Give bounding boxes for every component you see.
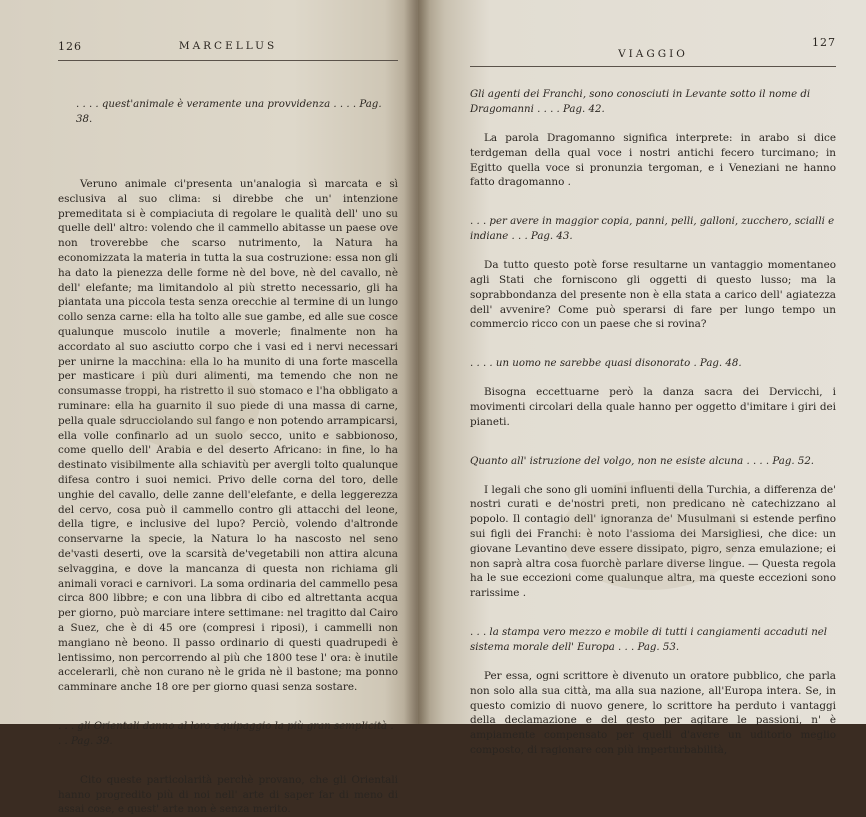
right-running-title: VIAGGIO: [618, 48, 688, 60]
book-gutter-shadow: [404, 0, 430, 724]
right-paragraph-3: Bisogna eccettuarne però la danza sacra dei Dervicchi, i movimenti circolari della quale hanno per oggetto d'imitare i giri dei pianeti.: [470, 386, 836, 428]
left-running-title: MARCELLUS: [178, 40, 278, 52]
paper-stain: [560, 480, 740, 590]
right-quote-5: . . . la stampa vero mezzo e mobile di tutti i cangiamenti accaduti nel sistema morale dell' Europa . . . Pag. 53.: [470, 626, 828, 653]
right-header-rule: [470, 66, 836, 67]
right-quote-2: . . . per avere in maggior copia, panni, pelli, galloni, zucchero, scialli e indiane . . . Pag. 43.: [470, 216, 835, 243]
right-page: [418, 0, 866, 756]
right-paragraph-5: Per essa, ogni scrittore è divenuto un oratore pubblico, che parla non solo alla sua città, ma alla sua nazione, all'Europa intera. Se, in questo comizio di nuovo genere, lo scrittore ha perduto i vantaggi della declamazione e del gesto per agitare le passioni, n' è ampiamente compensato per quelli d'avere un uditorio meglio composto, di ragionare con più imperturbabilità,: [470, 669, 836, 756]
left-quote-1: . . . . quest'animale è veramente una provvidenza . . . . Pag. 38.: [76, 99, 382, 125]
right-quote-3: . . . . un uomo ne sarebbe quasi disonorato . Pag. 48.: [470, 358, 742, 370]
right-quote-4: Quanto all' istruzione del volgo, non ne esiste alcuna . . . . Pag. 52.: [470, 455, 815, 467]
right-quote-1: Gli agenti dei Franchi, sono conosciuti in Levante sotto il nome di Dragomanni . . . . Pag. 42.: [470, 89, 811, 115]
left-page-header: [58, 30, 398, 56]
right-page-number: 127: [812, 36, 836, 49]
left-quote-2: . . . gli Orientali danno al loro equipaggio la più gran semplicità . . . Pag. 39.: [58, 720, 394, 747]
paper-stain: [120, 360, 260, 450]
left-paragraph-1: Veruno animale ci'presenta un'analogia sì marcata e sì esclusiva al suo clima: si direbbe che un' intenzione premeditata si è compiaciuta di regolare le qualità dell' uno su quelle dell' altro: volendo che il cammello abitasse un paese ove non troverebbe che scarso nutrimento, la Natura ha economizzata la materia in tutta la sua costruzione: essa non gli ha dato la pienezza delle forme nè del bove, nè del cavallo, nè dell' elefante; ma limitandolo al più stretto necessario, gli ha piantata una piccola testa senza orecchie al termine di un lungo collo senza carne: ella ha tolto alle sue gambe, ed alle sue cosce qualunque muscolo inutile a moverle; finalmente non ha accordato al suo asciutto corpo che i vasi ed i nervi necessari per unirne la macchina: ella lo ha munito di una forte mascella per masticare i più duri alimenti, ma temendo che non ne consumasse troppi, ha ristretto il suo stomaco e l'ha obbligato a ruminare: ella ha guarnito il suo piede di una massa di carne, pella quale sdrucciolando sul fango e non potendo arrampicarsi, ella volle confinarlo ad un suolo secco, unito e sabbionoso, come quello dell' Arabia e del deserto Africano: in fine, lo ha destinato visibilmente alla schiavitù per avergli tolto qualunque difesa contro i suoi nemici. Privo delle corna del toro, delle unghie del cavallo, delle zanne dell'elefante, e della leggerezza del cervo, cosa può il cammello contro gli attacchi del leone, della tigre, e inclusive del lupo? Perciò, volendo d'altronde conservarne la specie, la Natura lo ha nascosto nel seno de'vasti deserti, ove la scarsità de'vegetabili non attira alcuna selvaggina, e dove la mancanza di questa non richiama gli animali voraci e carnivori. La soma ordinaria del cammello pesa circa 800 libbre; e con una libbra di cibo ed altrettanta acqua per giorno, può marciare intere settimane: nel tragitto dal Cairo a Suez, che è di 45 ore (compresi i riposi), i cammelli non mangiano nè beono. Il passo ordinario di questi quadrupedi è lentissimo, non percorrendo al più che 1800 tese l' ora: è inutile accelerarli, chè non curano nè le grida nè il bastone; ma ponno camminare anche 18 ore per giorno quasi senza sostare.: [58, 178, 398, 694]
left-page-number: 126: [58, 40, 82, 53]
right-paragraph-2: Da tutto questo potè forse resultarne un vantaggio momentaneo agli Stati che forniscono gli oggetti di questo lusso; ma la soprabbondanza del presente non è ella stata a carico dell' agiatezza dell' avvenire? Come può sperarsi di fare per lungo tempo un commercio ricco con un paese che si rovina?: [470, 259, 836, 331]
left-header-rule: [58, 60, 398, 61]
right-paragraph-4: I legali che sono gli uomini influenti della Turchia, a differenza de' nostri curati e de'nostri preti, non predicano nè catechizzano al popolo. Il contagio dell' ignoranza de' Musulmani si estende perfino sui figli dei Franchi: è noto l'assioma dei Marsigliesi, che dice: un giovane Levantino deve essere dissipato, pigro, senza emulazione; ei non saprà altra cosa fuorchè parlare diverse lingue. — Questa regola ha le sue eccezioni come qualunque altra, ma queste eccezioni sono rarissime .: [470, 483, 836, 600]
right-page-header: [470, 36, 836, 62]
right-paragraph-1: La parola Dragomanno significa interprete: in arabo si dice terdgeman della qual voce i nostri antichi fecero turcimano; in Egitto quella voce si pronunzia tergoman, e i Veneziani ne hanno fatto dragomanno .: [470, 132, 836, 189]
left-paragraph-2: Cito queste particolarità perchè provano, che gli Orientali hanno progredito più di noi nell' arte di saper far di meno di assai cose, e quest' arte non è senza merito.: [58, 773, 398, 816]
